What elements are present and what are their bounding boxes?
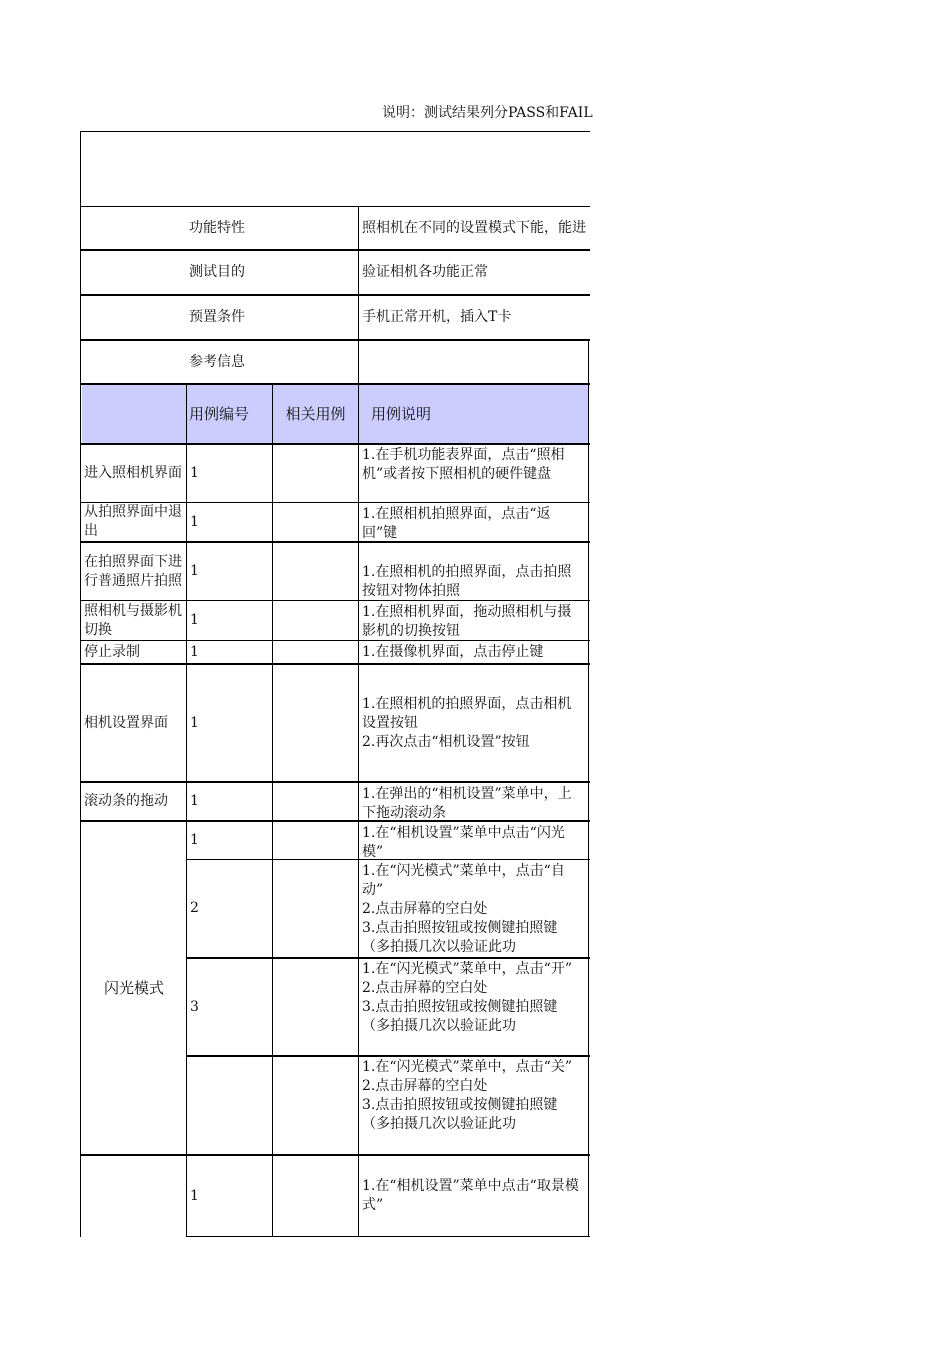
info-label-purpose: 测试目的 (189, 264, 245, 280)
feature-cell: 从拍照界面中退出 (84, 504, 182, 539)
feature-cell: 停止录制 (84, 643, 140, 660)
case-desc-cell: 1.在“相机设置”菜单中点击“闪光模” (362, 825, 565, 859)
case-id-cell: 1 (190, 465, 199, 481)
feature-cell: 照相机与摄影机切换 (84, 602, 182, 638)
feature-cell: 相机设置界面 (84, 714, 168, 731)
grid-line (80, 131, 81, 1237)
grid-line (80, 131, 590, 132)
feature-cell: 进入照相机界面 (84, 465, 182, 481)
column-header-id: 用例编号 (189, 404, 250, 423)
case-desc-cell: 1.在照相机界面，拖动照相机与摄影机的切换按钮 (362, 604, 572, 639)
grid-line (272, 385, 273, 1237)
feature-cell: 在拍照界面下进行普通照片拍照 (84, 553, 182, 589)
case-id-cell: 3 (190, 998, 199, 1015)
case-desc-cell: 1.在“闪光模式”菜单中，点击“开” 2.点击屏幕的空白处 3.点击拍照按钮或按侧键拍照键（多拍摄几次以验证此功 (362, 961, 572, 1034)
case-desc-cell: 1.在照相机拍照界面，点击“返回”键 (362, 506, 551, 541)
case-id-cell: 1 (190, 643, 199, 660)
info-value-purpose: 验证相机各功能正常 (362, 264, 488, 280)
case-desc-cell: 1.在摄像机界面，点击停止键 (362, 643, 544, 660)
info-label-precondition: 预置条件 (189, 309, 245, 325)
case-id-cell: 1 (190, 714, 199, 731)
case-id-cell: 1 (190, 793, 199, 809)
feature-cell (84, 1156, 185, 1236)
column-header-desc: 用例说明 (371, 404, 432, 423)
case-desc-cell: 1.在“相机设置”菜单中点击“取景模式” (362, 1178, 579, 1213)
case-desc-cell: 1.在“闪光模式”菜单中，点击“自动” 2.点击屏幕的空白处 3.点击拍照按钮或按侧键拍照键（多拍摄几次以验证此功 (362, 863, 565, 955)
grid-line (358, 206, 359, 385)
case-desc-cell: 1.在手机功能表界面，点击“照相机”或者按下照相机的硬件键盘 (362, 447, 565, 482)
case-desc-cell: 1.在照相机的拍照界面，点击相机设置按钮 2.再次点击“相机设置”按钮 (362, 695, 572, 750)
feature-cell: 滚动条的拖动 (84, 793, 168, 809)
case-id-cell: 1 (190, 1187, 199, 1204)
case-desc-cell: 1.在弹出的“相机设置”菜单中，上下拖动滚动条 (362, 786, 572, 820)
case-desc-cell: 1.在“闪光模式”菜单中，点击“关” 2.点击屏幕的空白处 3.点击拍照按钮或按侧键拍照键（多拍摄几次以验证此功 (362, 1059, 572, 1132)
info-value-reference (362, 341, 586, 383)
feature-cell-flash-mode: 闪光模式 (103, 978, 164, 997)
case-id-cell: 1 (190, 612, 199, 628)
case-desc-cell: 1.在照相机的拍照界面，点击拍照按钮对物体拍照 (362, 564, 572, 599)
grid-line (358, 385, 359, 1237)
info-value-precondition: 手机正常开机，插入T卡 (362, 309, 512, 325)
case-id-cell: 1 (190, 832, 199, 848)
result-note: 说明：测试结果列分PASS和FAIL (382, 105, 593, 121)
info-label-feature: 功能特性 (189, 220, 245, 236)
grid-line (186, 1236, 590, 1237)
case-id-cell: 1 (190, 513, 199, 530)
case-id-cell: 2 (190, 900, 199, 916)
case-id-cell (190, 1057, 270, 1154)
info-label-reference: 参考信息 (189, 353, 245, 370)
grid-line (186, 385, 187, 1237)
case-id-cell: 1 (190, 563, 199, 579)
grid-line (588, 339, 589, 1237)
info-value-feature: 照相机在不同的设置模式下能，能进 (362, 220, 586, 236)
column-header-related: 相关用例 (285, 404, 346, 423)
